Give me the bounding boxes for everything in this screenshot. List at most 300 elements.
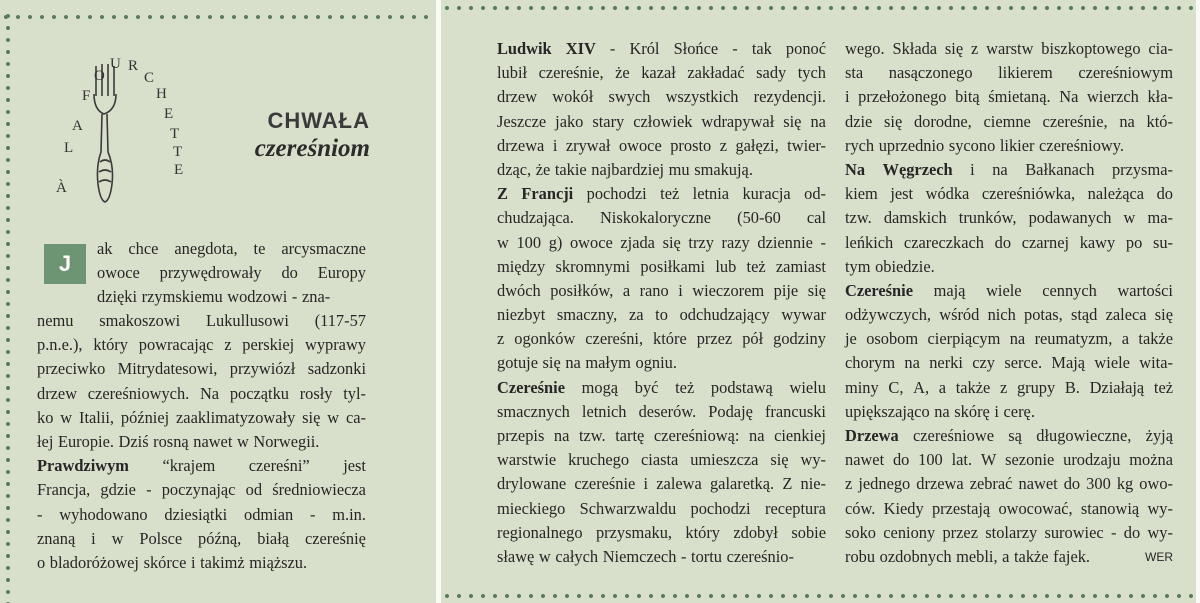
word: się — [807, 280, 826, 300]
text-line — [37, 551, 366, 575]
text-line — [845, 424, 1173, 448]
word: i — [91, 528, 96, 548]
text-line — [845, 110, 1173, 134]
text-line — [845, 351, 1173, 375]
word: między — [497, 256, 546, 276]
text-line — [497, 231, 826, 255]
word: kiem — [845, 184, 878, 204]
word: sady — [756, 63, 787, 83]
article-subtitle: czereśniom — [254, 135, 370, 162]
a-la-fourchette-logo — [36, 34, 196, 204]
word: niezbyt — [497, 305, 546, 325]
word: są — [1008, 426, 1022, 445]
word: stąd — [1070, 305, 1098, 325]
word: Polsce — [139, 528, 183, 548]
dotted-border-top — [0, 12, 436, 22]
word: dzięki — [97, 287, 138, 307]
word: i — [678, 280, 683, 300]
word: się — [783, 111, 802, 131]
text-line — [497, 85, 826, 109]
word: wita- — [1139, 353, 1173, 373]
word: średniowiecza — [272, 480, 366, 500]
word: owo- — [1139, 474, 1173, 494]
lead-word: Prawdziwym — [37, 456, 129, 476]
word: wielu — [789, 377, 826, 397]
word: smakują. — [694, 159, 753, 179]
word: stanowią — [1080, 498, 1140, 518]
word: Na — [1059, 87, 1079, 107]
word: czereśniową: — [653, 426, 740, 445]
word: można — [1129, 450, 1173, 470]
word: owoce — [618, 135, 662, 155]
text-line — [497, 376, 826, 400]
word: na — [1119, 111, 1135, 131]
word: przełożonego — [858, 87, 947, 107]
word: (117-57 — [314, 311, 366, 330]
right-edge-strip — [1196, 0, 1200, 603]
word: umieszcza — [690, 450, 759, 470]
word: ogniu. — [635, 353, 677, 373]
word: mu — [668, 159, 690, 179]
text-line — [97, 261, 366, 285]
word: do — [892, 450, 910, 470]
word: A, — [913, 377, 930, 397]
word: o — [37, 552, 46, 572]
word: g) — [548, 232, 563, 252]
word: przywędrowały — [159, 263, 262, 283]
word: w — [1123, 208, 1136, 228]
word: dziesiątki — [164, 504, 228, 524]
word: odmian — [244, 504, 294, 524]
word: upiększająco — [845, 401, 930, 421]
word: Na — [199, 383, 220, 403]
word: z — [845, 474, 853, 494]
word: biszkoptowego — [1041, 39, 1141, 58]
word: (50-60 — [737, 208, 781, 228]
word: też — [1153, 377, 1173, 397]
word: wiele — [1094, 353, 1130, 373]
word: czereśnie, — [1042, 111, 1108, 131]
word: na — [992, 159, 1008, 179]
word: przywiózł — [229, 359, 296, 379]
word: czereśnie — [574, 474, 636, 494]
left-article-panel — [0, 0, 436, 603]
word: - — [1110, 522, 1117, 542]
word: się — [1154, 305, 1173, 325]
word: wokół — [552, 87, 594, 107]
word: poczynając — [161, 480, 236, 500]
word: podstawą — [710, 377, 773, 397]
word: do — [1123, 522, 1141, 542]
word: wdrapywał — [701, 111, 775, 131]
text-line — [37, 454, 366, 478]
word: też — [675, 377, 695, 397]
word: czareczkach — [903, 232, 984, 252]
word: posiłkami — [640, 256, 706, 276]
fork-icon — [94, 64, 116, 202]
word: owocować, — [998, 498, 1073, 518]
word: tzw. — [845, 208, 872, 228]
word: Z — [782, 474, 793, 494]
word: czereśnio- — [726, 546, 794, 566]
word: francuski — [764, 401, 826, 421]
word: rezydencji. — [753, 87, 826, 107]
word: lub — [715, 256, 737, 276]
word: sadzonki — [307, 359, 366, 379]
word: prosto — [670, 135, 712, 155]
word: fajek. — [1053, 546, 1091, 566]
lead-word: Na — [845, 159, 866, 179]
dotted-border-bottom — [441, 591, 1196, 601]
word: się — [884, 111, 903, 131]
word: smacznych — [497, 401, 570, 421]
word: się — [302, 407, 321, 427]
word: - — [609, 39, 616, 58]
word: i — [552, 135, 558, 155]
text-line — [497, 61, 826, 85]
word: likierem — [998, 63, 1053, 83]
word: Składa — [892, 39, 938, 58]
text-line — [845, 521, 1173, 545]
lead-word: Węgrzech — [882, 159, 953, 179]
word: smakoszowi — [99, 311, 181, 330]
word: posiłków, — [550, 280, 614, 300]
word: robu — [845, 546, 876, 566]
lead-word: Drzewa — [845, 426, 899, 445]
word: dząc, — [497, 159, 532, 179]
word: chudzająca. — [497, 208, 574, 228]
word: warstwie — [497, 450, 557, 470]
word: i — [643, 474, 649, 494]
word: na — [810, 111, 826, 131]
word: czy — [972, 353, 995, 373]
text-line — [497, 37, 826, 61]
word: od- — [804, 184, 826, 204]
word: Jeszcze — [497, 111, 547, 131]
word: drylowane — [497, 474, 567, 494]
word: to — [655, 305, 668, 325]
word: 300 — [1086, 474, 1111, 494]
word: kła- — [1147, 87, 1173, 107]
word: z — [970, 39, 979, 58]
word: przestają — [931, 498, 991, 518]
word: Italii, — [78, 407, 115, 427]
word: zebrać — [969, 474, 1013, 494]
word: białą — [257, 528, 290, 548]
word: su- — [1152, 232, 1173, 252]
word: lubił — [497, 63, 528, 83]
word: się — [770, 450, 789, 470]
text-line — [845, 134, 1173, 158]
word: na — [553, 426, 570, 445]
word: czereśniowych. — [87, 383, 190, 403]
lead-word: Ludwik — [497, 39, 552, 58]
word: ca- — [345, 407, 366, 427]
word: i — [970, 159, 975, 179]
word: najbardziej — [591, 159, 665, 179]
word: całych — [555, 546, 599, 566]
text-line — [497, 255, 826, 279]
word: wódka — [925, 184, 970, 204]
word: też — [660, 184, 680, 204]
word: gałęzi, — [735, 135, 779, 155]
word: drzewa — [497, 135, 545, 155]
word: na — [749, 426, 765, 445]
text-line — [845, 448, 1173, 472]
word: kruchego — [568, 450, 630, 470]
word: urodzaju — [1063, 450, 1121, 470]
text-line — [497, 448, 826, 472]
word: do — [1156, 184, 1173, 204]
text-line — [497, 158, 826, 182]
word: cennych — [1042, 280, 1097, 300]
word: - — [146, 480, 152, 500]
word: do — [1063, 474, 1081, 494]
word: w — [236, 431, 249, 451]
text-line — [497, 351, 826, 375]
text-line — [497, 545, 826, 569]
text-line — [845, 231, 1173, 255]
word: Francja, — [37, 480, 91, 500]
word: że — [535, 159, 551, 179]
word: letnich — [581, 401, 627, 421]
word: te — [253, 239, 266, 258]
word: tartę — [615, 426, 645, 445]
word: Słońce — [673, 39, 719, 58]
text-line — [497, 497, 826, 521]
right-column — [845, 37, 1173, 569]
dotted-border-left — [4, 10, 12, 603]
word: pije — [773, 280, 799, 300]
word: z — [719, 135, 727, 155]
word: nawet — [193, 431, 233, 451]
word: także — [1138, 329, 1173, 349]
word: Podaję — [708, 401, 753, 421]
word: z — [999, 377, 1008, 397]
word: damskich — [883, 208, 947, 228]
word: kazał — [641, 63, 676, 83]
text-line — [845, 376, 1173, 400]
word: p.n.e.), — [37, 335, 83, 355]
word: dorodne, — [913, 111, 972, 131]
word: ciemne — [983, 111, 1031, 131]
text-line — [845, 400, 1173, 424]
word: czereśniowy. — [1039, 135, 1124, 155]
word: takimż — [200, 552, 245, 572]
word: wyhodowano — [59, 504, 148, 524]
word: cia- — [1148, 39, 1173, 58]
word: podawanych — [1028, 208, 1112, 228]
word: do — [281, 263, 298, 283]
word: Działają — [1089, 377, 1145, 397]
word: kuracja — [742, 184, 791, 204]
word: 100 — [516, 232, 542, 252]
text-line — [845, 327, 1173, 351]
word: sta — [845, 63, 864, 83]
text-line — [497, 424, 826, 448]
word: wśród — [939, 305, 980, 325]
middle-column — [497, 37, 826, 569]
word: czarnej — [1021, 232, 1070, 252]
word: mogą — [581, 377, 619, 397]
word: trunków, — [958, 208, 1017, 228]
word: soko — [845, 522, 876, 542]
text-line — [97, 285, 366, 309]
word: się — [542, 353, 561, 373]
word: Dziś — [118, 431, 149, 451]
word: gdzie — [100, 480, 136, 500]
word: a — [938, 377, 947, 397]
word: w — [327, 407, 340, 427]
word: rosną — [153, 431, 189, 451]
word: letnia — [692, 184, 730, 204]
text-line — [497, 400, 826, 424]
word: jest — [343, 456, 366, 476]
word: czereśni, — [585, 329, 644, 349]
word: łej — [37, 431, 54, 451]
word: Kiedy — [883, 498, 924, 518]
word: później — [120, 407, 170, 427]
text-line — [497, 521, 826, 545]
word: odchudzający — [679, 305, 770, 325]
word: zaaklimatyzowały — [176, 407, 296, 427]
word: a — [1121, 329, 1130, 349]
lead-word: Z — [497, 184, 508, 204]
word: uprzednio — [878, 135, 945, 155]
word: sezonie — [1005, 450, 1055, 470]
word: dzie — [845, 111, 873, 131]
word: małym — [585, 353, 631, 373]
left-column-intro — [97, 237, 366, 310]
word: z — [497, 329, 505, 349]
word: początku — [229, 383, 289, 403]
word: Mitrydatesowi, — [117, 359, 218, 379]
word: cerę. — [1003, 401, 1035, 421]
word: i — [190, 552, 196, 572]
word: wodzowi — [227, 287, 288, 307]
word: od — [245, 480, 263, 500]
word: czereśniowe — [913, 426, 994, 445]
word: także — [955, 377, 991, 397]
word: owoce — [569, 232, 613, 252]
word: zna- — [301, 287, 331, 307]
text-line — [497, 327, 826, 351]
article-heading — [180, 108, 370, 163]
word: czereśni” — [248, 456, 310, 476]
text-line — [37, 382, 366, 406]
word: nemu — [37, 311, 74, 330]
text-line — [845, 37, 1173, 61]
word: chorym — [845, 353, 896, 373]
word: Europy — [317, 263, 366, 283]
word: stary — [592, 111, 625, 131]
word: się — [662, 232, 681, 252]
word: Schwarzwaldu — [579, 498, 677, 518]
word: surowiec — [1044, 522, 1104, 542]
text-line — [497, 472, 826, 496]
word: po — [1125, 232, 1143, 252]
text-line — [497, 303, 826, 327]
word: reumatyzm, — [1034, 329, 1113, 349]
word: potas, — [1024, 305, 1063, 325]
word: w — [497, 232, 509, 252]
text-line — [37, 357, 366, 381]
word: dwóch — [497, 280, 541, 300]
word: odżywczych, — [845, 305, 932, 325]
word: Bałkanach — [1025, 159, 1095, 179]
word: ak — [97, 239, 113, 258]
word: wywar — [781, 305, 826, 325]
text-line — [37, 406, 366, 430]
word: razy — [721, 232, 750, 252]
word: galaretką. — [709, 474, 775, 494]
word: perskiej — [242, 335, 295, 355]
word: miny — [845, 377, 879, 397]
word: pół — [742, 329, 764, 349]
word: Król — [629, 39, 660, 58]
word: z — [224, 335, 232, 355]
word: ma- — [1147, 208, 1173, 228]
drop-cap: J — [44, 244, 86, 284]
word: ogonków — [514, 329, 576, 349]
text-line — [497, 206, 826, 230]
word: “krajem — [162, 456, 216, 476]
word: Europie. — [57, 431, 114, 451]
word: żyją — [1145, 426, 1173, 445]
word: likier — [999, 135, 1035, 155]
text-line — [37, 309, 366, 333]
word: wego. — [845, 39, 885, 58]
text-line — [37, 430, 366, 454]
word: przysma- — [1111, 159, 1173, 179]
text-line — [845, 61, 1173, 85]
word: cienkiej — [774, 426, 826, 445]
word: wszystkich — [665, 87, 739, 107]
word: nich — [987, 305, 1016, 325]
word: arcysmaczne — [281, 239, 366, 258]
word: godziny — [773, 329, 826, 349]
word: skromnymi — [555, 256, 631, 276]
word: receptura — [765, 498, 826, 518]
word: zjada — [620, 232, 655, 252]
word: tak — [751, 39, 772, 58]
word: czereśnię — [304, 528, 366, 548]
word: przeciwko — [37, 359, 106, 379]
word: czereśniówka, — [981, 184, 1076, 204]
word: - — [37, 504, 43, 524]
word: tortu — [691, 546, 722, 566]
word: bladoróżowej — [49, 552, 139, 572]
word: w — [60, 407, 73, 427]
dotted-border-top — [441, 3, 1196, 13]
word: lat. — [951, 450, 973, 470]
word: ców. — [845, 498, 876, 518]
word: sycono — [948, 135, 996, 155]
text-line — [845, 158, 1173, 182]
word: przez — [696, 329, 733, 349]
word: serce. — [1004, 353, 1043, 373]
word: jako — [555, 111, 584, 131]
word: rano — [639, 280, 669, 300]
word: pochodzi — [586, 184, 647, 204]
word: Niemczech — [602, 546, 677, 566]
word: znaną — [37, 528, 76, 548]
text-line — [37, 503, 366, 527]
word: mebli, — [956, 546, 998, 566]
word: kg — [1116, 474, 1134, 494]
word: chce — [128, 239, 159, 258]
word: - — [732, 39, 738, 58]
